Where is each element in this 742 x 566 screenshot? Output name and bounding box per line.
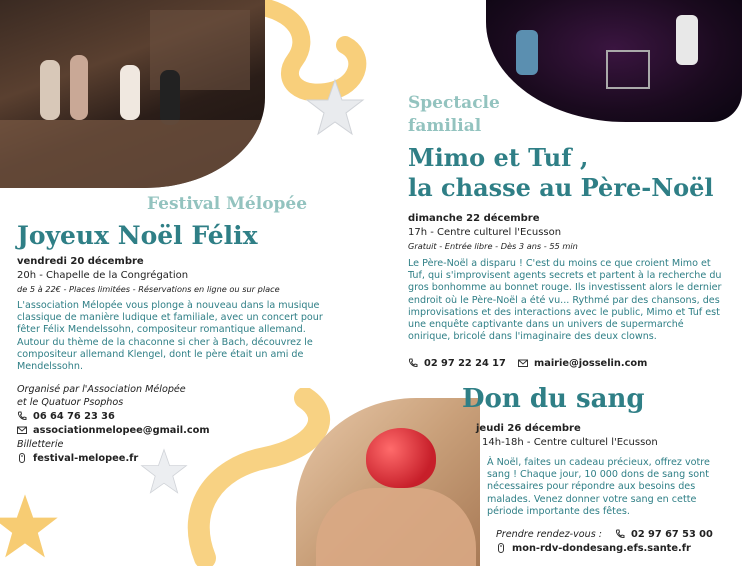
blood-drive-date: jeudi 26 décembre xyxy=(476,423,581,434)
website-url: mon-rdv-dondesang.efs.sante.fr xyxy=(512,542,691,554)
email-icon xyxy=(518,358,528,368)
show-date: dimanche 22 décembre xyxy=(408,213,540,224)
organizer-line: et le Quatuor Psophos xyxy=(17,397,124,408)
event-description: L'association Mélopée vous plonge à nouveau dans la musique classique de manière ludique et familiale, avec un concert pour fêter Félix Mendelssohn, compositeur romantique allemand. Autour du thème de la chaconne si cher à Bach, découvrez le compositeur allemand Klengel, dont le père était un ami de Mendelssohn. xyxy=(17,300,323,373)
show-kicker: familial xyxy=(408,116,482,136)
clowns-photo xyxy=(486,0,742,122)
phone-contact[interactable] xyxy=(615,527,713,541)
web-icon xyxy=(496,543,506,553)
event-date: vendredi 20 décembre xyxy=(17,256,144,267)
website-link[interactable] xyxy=(17,451,138,465)
show-kicker: Spectacle xyxy=(408,93,500,113)
email-address: associationmelopee@gmail.com xyxy=(33,424,210,436)
rdv-label: Prendre rendez-vous : xyxy=(496,529,603,540)
concert-photo xyxy=(0,0,265,188)
event-title: Joyeux Noël Félix xyxy=(17,221,258,250)
email-icon xyxy=(17,425,27,435)
star-icon xyxy=(0,488,60,566)
website-link[interactable] xyxy=(496,541,691,555)
email-address: mairie@josselin.com xyxy=(534,357,648,369)
web-icon xyxy=(17,453,27,463)
blood-drive-place: 14h-18h - Centre culturel l'Ecusson xyxy=(482,437,658,448)
event-place: 20h - Chapelle de la Congrégation xyxy=(17,270,189,281)
show-place: 17h - Centre culturel l'Ecusson xyxy=(408,227,562,238)
show-title: Mimo et Tuf , xyxy=(408,143,589,172)
phone-icon xyxy=(615,529,625,539)
phone-contact[interactable] xyxy=(408,356,506,370)
email-contact[interactable] xyxy=(17,423,210,437)
phone-icon xyxy=(408,358,418,368)
show-description: Le Père-Noël a disparu ! C'est du moins ce que croient Mimo et Tuf, qui s'improvisent agents secrets et partent à la recherche du gros bonhomme au bonnet rouge. Ils investissent alors le dernier endroit où le Père-Noël a été vu... Rythmé par des chansons, des improvisations et des interactions avec le public, Mimo et Tuf est une enquête captivante dans un univers de supermarché onirique, bricolé dans l'imaginaire des deux clowns. xyxy=(408,258,722,343)
phone-number: 06 64 76 23 36 xyxy=(33,410,115,422)
show-title: la chasse au Père-Noël xyxy=(408,173,714,202)
phone-icon xyxy=(17,411,27,421)
event-prices: de 5 à 22€ - Places limitées - Réservations en ligne ou sur place xyxy=(17,284,280,294)
website-url: festival-melopee.fr xyxy=(33,452,139,464)
blood-drive-title: Don du sang xyxy=(462,384,645,414)
phone-number: 02 97 22 24 17 xyxy=(424,357,506,369)
star-icon xyxy=(305,78,365,138)
email-contact[interactable] xyxy=(518,356,647,370)
phone-number: 02 97 67 53 00 xyxy=(631,528,713,540)
organizer-line: Organisé par l'Association Mélopée xyxy=(17,384,186,395)
festival-kicker: Festival Mélopée xyxy=(147,194,308,214)
show-info: Gratuit - Entrée libre - Dès 3 ans - 55 min xyxy=(408,241,578,251)
blood-drive-description: À Noël, faites un cadeau précieux, offrez votre sang ! Chaque jour, 10 000 dons de sang sont nécessaires pour répondre aux besoins des malades. Venez donner votre sang en cette période importante des fêtes. xyxy=(487,457,710,517)
phone-contact[interactable] xyxy=(17,409,115,423)
ticketing-label: Billetterie xyxy=(17,439,64,450)
